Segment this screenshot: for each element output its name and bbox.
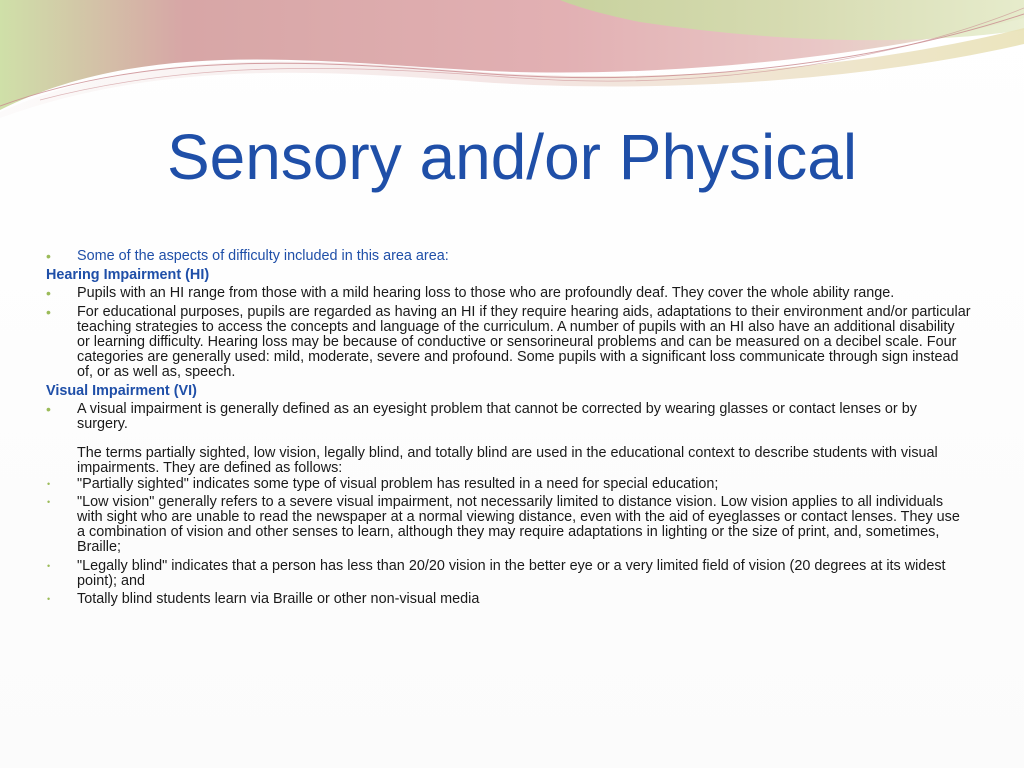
small-bullet-dot-icon: • [47,496,51,507]
list-item-text: Pupils with an HI range from those with a mild hearing loss to those who are profoundly deaf. They cover the whole ability range. [77,285,895,302]
bullet-dot-icon: • [46,248,51,264]
list-item [46,286,971,301]
definitions-intro-paragraph: The terms partially sighted, low vision, legally blind, and totally blind are used in the educational context to describe students with visual impairments. They are defined as follows: [77,445,938,477]
list-item [46,477,971,492]
list-item [46,559,971,589]
header-wave-decoration [0,0,1024,120]
list-item [46,305,971,381]
list-item [46,402,971,432]
list-item-text: Totally blind students learn via Braille or other non-visual media [77,591,480,608]
list-item-text: For educational purposes, pupils are regarded as having an HI if they require hearing aids, adaptations to their environment and/or particular teaching strategies to access the concepts and language of the curriculum. A number of pupils with an HI also have an additional disability or learning difficulty. Hearing loss may be because of conductive or sensorineural problems and can be measured on a decibel scale. Four categories are generally used: mild, moderate, severe and profound. Some pupils with a significant loss communicate through sign instead of, or as well as, speech. [77,303,971,381]
small-bullet-dot-icon: • [47,478,51,489]
list-item-text: A visual impairment is generally defined as an eyesight problem that cannot be corrected by wearing glasses or contact lenses or by surgery. [77,400,917,433]
section-heading-visual: Visual Impairment (VI) [46,382,197,399]
list-item-text: "Legally blind" indicates that a person has less than 20/20 vision in the better eye or a very limited field of vision (20 degrees at its widest point); and [77,557,946,589]
section-heading-hearing: Hearing Impairment (HI) [46,267,210,284]
small-bullet-dot-icon: • [47,594,51,605]
slide-body [46,249,971,607]
bullet-dot-icon: • [46,285,51,302]
bullet-dot-icon: • [46,400,51,417]
list-item-text: "Low vision" generally refers to a severe visual impairment, not necessarily limited to distance vision. Low vision applies to all individuals with sight who are unable to read the newspaper at a normal viewing distance, even with the aid of eyeglasses or contact lenses. They use a combination of vision and other senses to learn, although they may require adaptations in lighting or the size of print, and, sometimes, Braille; [77,493,960,556]
slide-title: Sensory and/or Physical [166,121,858,193]
intro-item [46,249,971,264]
list-item [46,495,971,556]
bullet-dot-icon: • [46,303,51,320]
small-bullet-dot-icon: • [47,560,51,571]
list-item [46,592,971,607]
list-item-text: "Partially sighted" indicates some type of visual problem has resulted in a need for special education; [77,475,719,492]
intro-text: Some of the aspects of difficulty included in this area area: [77,248,449,264]
